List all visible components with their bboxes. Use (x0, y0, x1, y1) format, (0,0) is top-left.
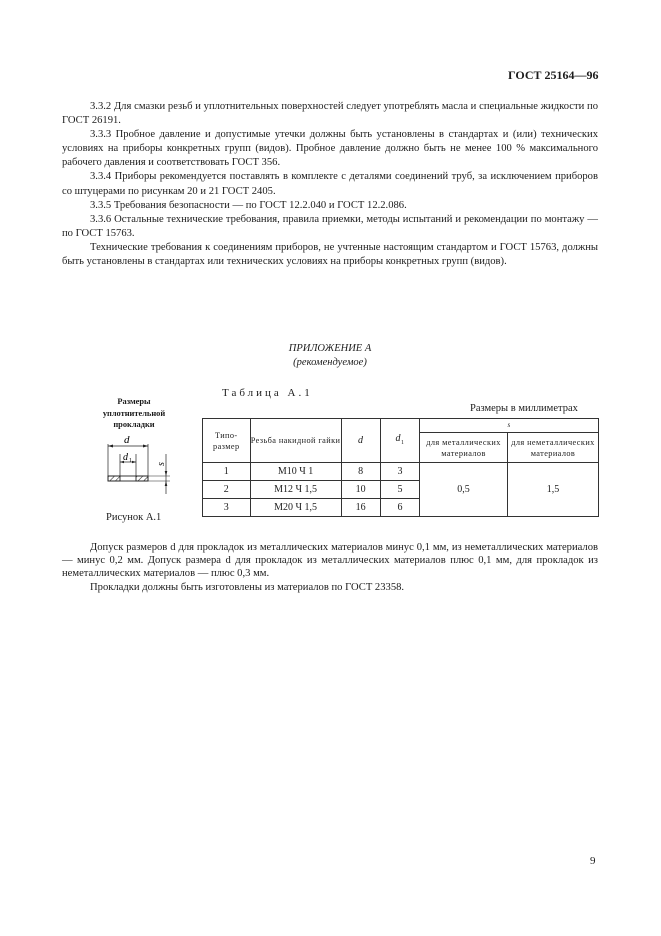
cell-d: 8 (341, 463, 380, 481)
cell-thread: М10 Ч 1 (250, 463, 341, 481)
appendix-title: ПРИЛОЖЕНИЕ А (288, 343, 372, 354)
appendix-heading (200, 342, 460, 370)
figure-label: Рисунок А.1 (106, 512, 162, 523)
document-header: ГОСТ 25164—96 (508, 68, 599, 82)
gasket-section (108, 476, 148, 481)
table-row (203, 463, 599, 481)
cell-type: 3 (203, 499, 251, 517)
notes-text (62, 541, 598, 594)
dimension-d1 (120, 452, 136, 476)
dim-d-label: d (124, 434, 130, 446)
cell-s-metal-bottom (420, 499, 508, 517)
header-s: s (420, 419, 599, 433)
cell-s-nonmetal-bottom (507, 499, 598, 517)
cell-type: 2 (203, 481, 251, 499)
paragraph-3-3-3: 3.3.3 Пробное давление и допустимые утечки должны быть установлены в стандартах и (или) технических условиях на приборы конкретных групп (видов). Пробное давление должно быть не менее 100 % максимального рабочего давления и соответствовать ГОСТ 356. (62, 129, 598, 169)
dim-s-label: s (156, 462, 167, 466)
table-label: Таблица А.1 (222, 387, 313, 399)
dimension-d (108, 434, 148, 476)
header-d1-symbol: d (395, 432, 401, 444)
header-s-metal: для металлических материалов (420, 433, 508, 463)
table-row (203, 481, 599, 499)
cell-s-nonmetal: 1,5 (507, 481, 598, 499)
table-units: Размеры в миллиметрах (470, 403, 578, 414)
appendix-subtitle: (рекомендуемое) (293, 357, 367, 368)
cell-d: 10 (341, 481, 380, 499)
note-materials: Прокладки должны быть изготовлены из материалов по ГОСТ 23358. (90, 581, 405, 593)
dim-d1-subscript: 1 (129, 458, 132, 464)
header-thread: Резьба накидной гайки (250, 419, 341, 463)
cell-d1: 3 (380, 463, 419, 481)
cell-d1: 6 (380, 499, 419, 517)
cell-d1: 5 (380, 481, 419, 499)
dimension-s (148, 454, 170, 494)
cell-thread: М12 Ч 1,5 (250, 481, 341, 499)
cell-d: 16 (341, 499, 380, 517)
page-number: 9 (590, 855, 596, 867)
header-d1 (380, 419, 419, 463)
note-tolerances: Допуск размеров d для прокладок из металлических материалов минус 0,1 мм, из неметаллических материалов — минус 0,2 мм. Допуск размера d для прокладок из металлических материалов плюс 0,1 мм, для прокладок из неметаллических материалов — плюс 0,3 мм. (62, 542, 598, 580)
paragraph-3-3-6: 3.3.6 Остальные технические требования, правила приемки, методы испытаний и рекомендации по монтажу — по ГОСТ 15763. (62, 213, 598, 239)
dim-d1-label: d (123, 452, 128, 463)
gasket-dimensions-table (202, 418, 599, 517)
paragraph-3-3-5: 3.3.5 Требования безопасности — по ГОСТ 12.2.040 и ГОСТ 12.2.086. (90, 199, 407, 211)
table-row (203, 499, 599, 517)
header-d1-subscript: 1 (400, 439, 405, 446)
header-type: Типо-размер (203, 419, 251, 463)
cell-s-metal-top (420, 463, 508, 481)
paragraph-3-3-2: 3.3.2 Для смазки резьб и уплотнительных поверхностей следует употреблять масла и специальные жидкости по ГОСТ 26191. (62, 101, 598, 127)
cell-thread: М20 Ч 1,5 (250, 499, 341, 517)
paragraph-tech-requirements: Технические требования к соединениям приборов, не учтенные настоящим стандартом и ГОСТ 15763, должны быть установлены в стандартах или технических условиях на приборы конкретных групп (видов). (62, 241, 598, 268)
cell-type: 1 (203, 463, 251, 481)
figure-caption: Размеры уплотнительной прокладки (102, 397, 166, 429)
paragraph-3-3-4: 3.3.4 Приборы рекомендуется поставлять в комплекте с деталями соединений труб, за исключением приборов со штуцерами по рисункам 20 и 21 ГОСТ 2405. (62, 171, 598, 197)
body-text (62, 100, 598, 269)
gasket-drawing (96, 432, 186, 500)
header-s-nonmetal: для неметаллических материалов (507, 433, 598, 463)
header-d: d (341, 419, 380, 463)
cell-s-nonmetal-top (507, 463, 598, 481)
cell-s-metal: 0,5 (420, 481, 508, 499)
